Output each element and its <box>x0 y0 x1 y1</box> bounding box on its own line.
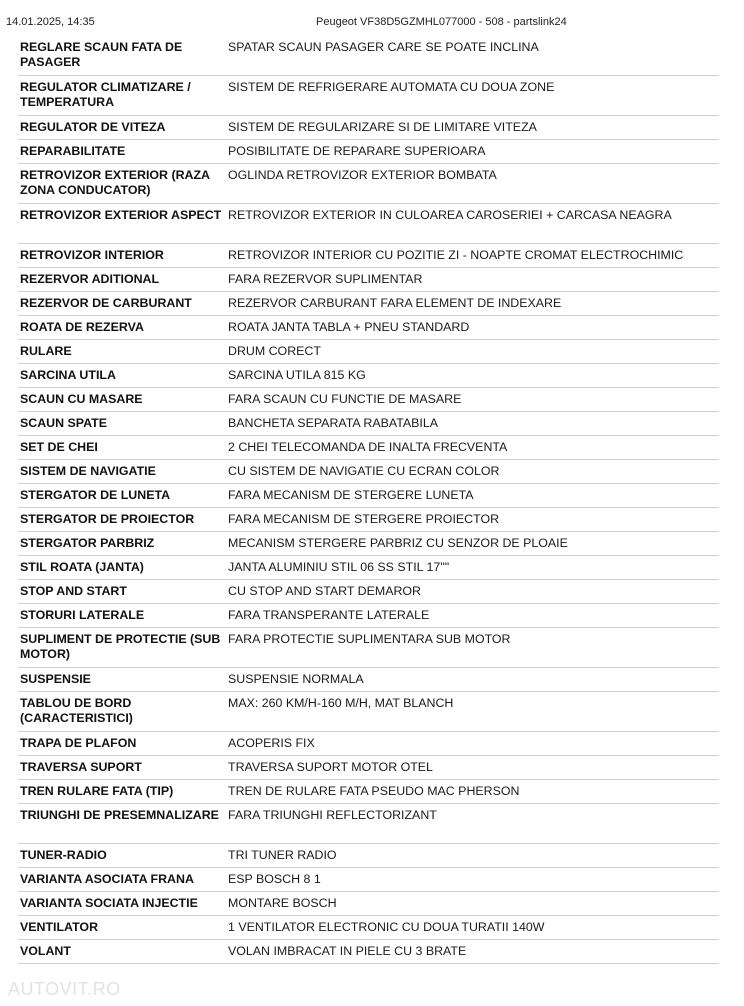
row-value: CU SISTEM DE NAVIGATIE CU ECRAN COLOR <box>228 464 500 478</box>
table-row <box>18 916 719 940</box>
table-row <box>18 412 719 436</box>
row-label: RETROVIZOR EXTERIOR ASPECT <box>20 208 222 222</box>
table-row <box>18 692 719 732</box>
table-row <box>18 556 719 580</box>
row-value: JANTA ALUMINIU STIL 06 SS STIL 17"" <box>228 560 450 574</box>
row-value: CU STOP AND START DEMAROR <box>228 584 422 598</box>
row-value: POSIBILITATE DE REPARARE SUPERIOARA <box>228 144 486 158</box>
table-row <box>18 868 719 892</box>
row-label: REGULATOR CLIMATIZARE / TEMPERATURA <box>20 80 191 109</box>
row-value: DRUM CORECT <box>228 344 321 358</box>
row-label: VARIANTA SOCIATA INJECTIE <box>20 896 198 910</box>
table-row <box>18 732 719 756</box>
table-row <box>18 892 719 916</box>
row-value: FARA MECANISM DE STERGERE PROIECTOR <box>228 512 500 526</box>
table-row <box>18 628 719 668</box>
row-label: TUNER-RADIO <box>20 848 107 862</box>
table-row <box>18 460 719 484</box>
row-value: FARA PROTECTIE SUPLIMENTARA SUB MOTOR <box>228 632 511 646</box>
table-row <box>18 484 719 508</box>
row-value: FARA REZERVOR SUPLIMENTAR <box>228 272 423 286</box>
table-row <box>18 292 719 316</box>
spec-table <box>18 36 719 964</box>
page-header <box>6 16 738 30</box>
table-row <box>18 76 719 116</box>
row-value: FARA MECANISM DE STERGERE LUNETA <box>228 488 474 502</box>
table-row <box>18 580 719 604</box>
table-row <box>18 804 719 844</box>
row-label: REGLARE SCAUN FATA DE PASAGER <box>20 40 183 69</box>
row-value: SARCINA UTILA 815 KG <box>228 368 366 382</box>
row-label: TRAVERSA SUPORT <box>20 760 142 774</box>
table-row <box>18 268 719 292</box>
table-row <box>18 844 719 868</box>
row-value: 2 CHEI TELECOMANDA DE INALTA FRECVENTA <box>228 440 508 454</box>
table-row <box>18 116 719 140</box>
row-label: STORURI LATERALE <box>20 608 145 622</box>
table-row <box>18 244 719 268</box>
row-value: REZERVOR CARBURANT FARA ELEMENT DE INDEXARE <box>228 296 562 310</box>
print-date: 14.01.2025, 14:35 <box>6 16 95 28</box>
row-label: TRIUNGHI DE PRESEMNALIZARE <box>20 808 219 822</box>
table-row <box>18 364 719 388</box>
row-value: SUSPENSIE NORMALA <box>228 672 364 686</box>
row-label: TABLOU DE BORD (CARACTERISTICI) <box>20 696 133 725</box>
table-row <box>18 204 719 244</box>
row-label: SET DE CHEI <box>20 440 98 454</box>
row-value: RETROVIZOR EXTERIOR IN CULOAREA CAROSERIEI + CARCASA NEAGRA <box>228 208 672 222</box>
row-value: TRI TUNER RADIO <box>228 848 337 862</box>
row-label: REPARABILITATE <box>20 144 126 158</box>
page-title: Peugeot VF38D5GZMHL077000 - 508 - partslink24 <box>316 16 567 28</box>
table-row <box>18 604 719 628</box>
row-label: STOP AND START <box>20 584 127 598</box>
row-value: FARA TRANSPERANTE LATERALE <box>228 608 430 622</box>
table-row <box>18 36 719 76</box>
row-value: TRAVERSA SUPORT MOTOR OTEL <box>228 760 433 774</box>
row-value: BANCHETA SEPARATA RABATABILA <box>228 416 439 430</box>
row-label: RETROVIZOR EXTERIOR (RAZA ZONA CONDUCATOR) <box>20 168 210 197</box>
row-value: RETROVIZOR INTERIOR CU POZITIE ZI - NOAPTE CROMAT ELECTROCHIMIC <box>228 248 684 262</box>
row-label: REZERVOR DE CARBURANT <box>20 296 192 310</box>
row-label: STERGATOR DE PROIECTOR <box>20 512 195 526</box>
row-value: MAX: 260 KM/H-160 M/H, MAT BLANCH <box>228 696 454 710</box>
table-row <box>18 940 719 964</box>
row-label: SARCINA UTILA <box>20 368 116 382</box>
row-value: FARA TRIUNGHI REFLECTORIZANT <box>228 808 437 822</box>
table-row <box>18 164 719 204</box>
table-row <box>18 340 719 364</box>
row-value: VOLAN IMBRACAT IN PIELE CU 3 BRATE <box>228 944 467 958</box>
row-label: STERGATOR PARBRIZ <box>20 536 155 550</box>
row-value: MONTARE BOSCH <box>228 896 337 910</box>
row-label: SUSPENSIE <box>20 672 91 686</box>
row-label: SISTEM DE NAVIGATIE <box>20 464 156 478</box>
row-label: REZERVOR ADITIONAL <box>20 272 160 286</box>
row-label: TREN RULARE FATA (TIP) <box>20 784 174 798</box>
table-row <box>18 316 719 340</box>
row-value: SISTEM DE REGULARIZARE SI DE LIMITARE VITEZA <box>228 120 537 134</box>
table-row <box>18 508 719 532</box>
row-label: STERGATOR DE LUNETA <box>20 488 171 502</box>
row-label: ROATA DE REZERVA <box>20 320 144 334</box>
row-label: RETROVIZOR INTERIOR <box>20 248 164 262</box>
row-value: OGLINDA RETROVIZOR EXTERIOR BOMBATA <box>228 168 497 182</box>
table-row <box>18 780 719 804</box>
row-label: VENTILATOR <box>20 920 99 934</box>
watermark-logo: AUTOVIT.RO <box>8 979 121 999</box>
row-value: ESP BOSCH 8 1 <box>228 872 321 886</box>
row-value: MECANISM STERGERE PARBRIZ CU SENZOR DE PLOAIE <box>228 536 568 550</box>
row-label: SUPLIMENT DE PROTECTIE (SUB MOTOR) <box>20 632 221 661</box>
table-row <box>18 436 719 460</box>
row-value: SPATAR SCAUN PASAGER CARE SE POATE INCLINA <box>228 40 539 54</box>
row-label: STIL ROATA (JANTA) <box>20 560 144 574</box>
table-row <box>18 140 719 164</box>
table-row <box>18 756 719 780</box>
row-label: SCAUN SPATE <box>20 416 107 430</box>
row-value: 1 VENTILATOR ELECTRONIC CU DOUA TURATII 140W <box>228 920 545 934</box>
row-label: TRAPA DE PLAFON <box>20 736 137 750</box>
row-label: VARIANTA ASOCIATA FRANA <box>20 872 194 886</box>
row-value: ROATA JANTA TABLA + PNEU STANDARD <box>228 320 470 334</box>
row-label: RULARE <box>20 344 72 358</box>
table-row <box>18 668 719 692</box>
row-value: ACOPERIS FIX <box>228 736 315 750</box>
row-label: VOLANT <box>20 944 71 958</box>
row-label: REGULATOR DE VITEZA <box>20 120 166 134</box>
row-value: TREN DE RULARE FATA PSEUDO MAC PHERSON <box>228 784 520 798</box>
table-row <box>18 388 719 412</box>
table-row <box>18 532 719 556</box>
row-value: FARA SCAUN CU FUNCTIE DE MASARE <box>228 392 462 406</box>
row-value: SISTEM DE REFRIGERARE AUTOMATA CU DOUA ZONE <box>228 80 555 94</box>
row-label: SCAUN CU MASARE <box>20 392 143 406</box>
